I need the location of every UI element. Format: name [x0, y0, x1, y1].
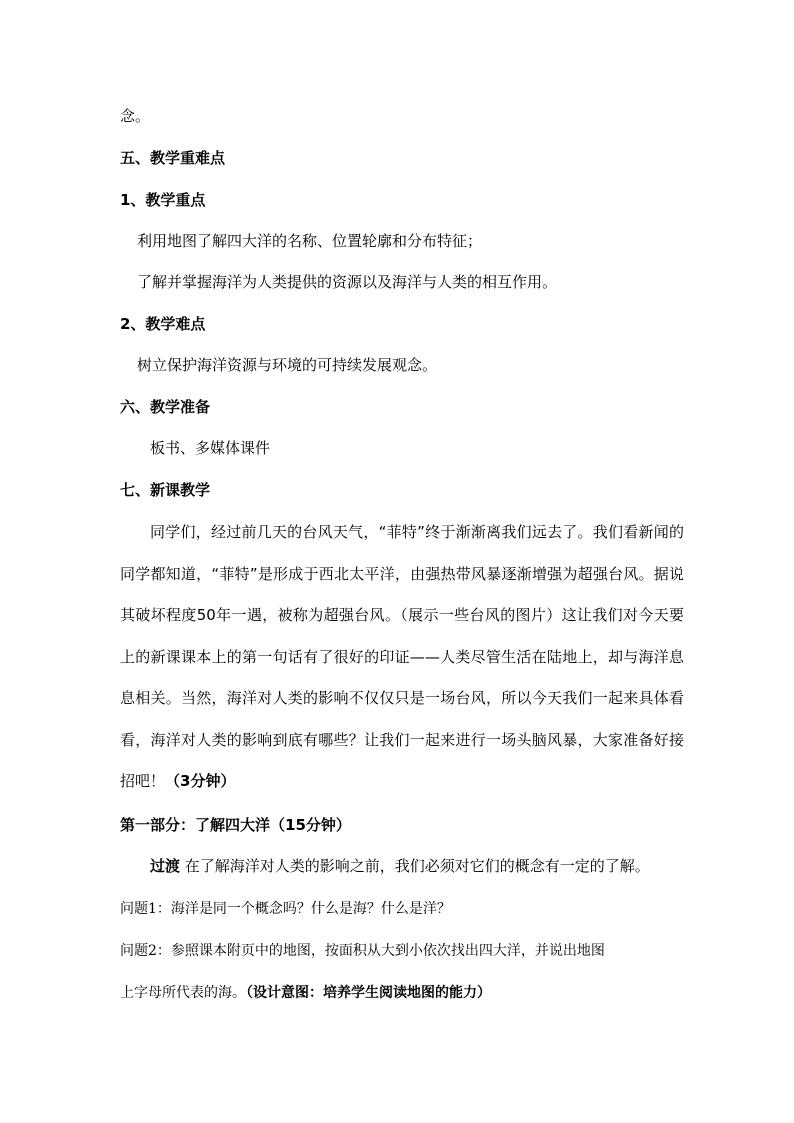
question-1: 问题1：海洋是同一个概念吗？什么是海？什么是洋？ [120, 901, 451, 917]
focus-item-2: 了解并掌握海洋为人类提供的资源以及海洋与人类的相互作用。 [137, 273, 558, 291]
section-heading-5: 五、教学重难点 [120, 149, 226, 167]
subheading-teaching-difficulty: 2、教学难点 [120, 315, 206, 333]
preparation-item: 板书、多媒体课件 [150, 439, 271, 457]
transition-line [150, 856, 650, 876]
intro-paragraph [120, 512, 684, 803]
transition-text: 在了解海洋对人类的影响之前，我们必须对它们的概念有一定的了解。 [180, 857, 650, 875]
design-intent: （设计意图：培养学生阅读地图的能力） [246, 985, 491, 1001]
focus-item-1: 利用地图了解四大洋的名称、位置轮廓和分布特征； [137, 232, 483, 250]
continued-text: 念。 [120, 107, 151, 125]
subheading-teaching-focus: 1、教学重点 [120, 191, 206, 209]
question-2-line-2 [120, 983, 491, 1003]
intro-time: （3分钟） [165, 772, 236, 790]
difficulty-item: 树立保护海洋资源与环境的可持续发展观念。 [137, 356, 438, 374]
question-2-line-1: 问题2：参照课本附页中的地图，按面积从大到小依次找出四大洋，并说出地图 [120, 943, 605, 959]
part1-heading: 第一部分：了解四大洋（15分钟） [120, 816, 351, 834]
section-heading-7: 七、新课教学 [120, 481, 211, 499]
transition-label: 过渡 [150, 857, 181, 875]
section-heading-6: 六、教学准备 [120, 398, 211, 416]
intro-text: 同学们，经过前几天的台风天气，“菲特”终于渐渐离我们远去了。我们看新闻的同学都知道，“菲特”是形成于西北太平洋，由强热带风暴逐渐增强为超强台风。据说其破坏程度50年一遇，被称为超强台风。（展示一些台风的图片）这让我们对今天要上的新课课本上的第一句话有了很好的印证——人类尽管生活在陆地上，却与海洋息息相关。当然，海洋对人类的影响不仅仅只是一场台风，所以今天我们一起来具体看看，海洋对人类的影响到底有哪些？让我们一起来进行一场头脑风暴，大家准备好接招吧！ [120, 523, 684, 790]
question-2-text: 上字母所代表的海。 [120, 985, 246, 1001]
